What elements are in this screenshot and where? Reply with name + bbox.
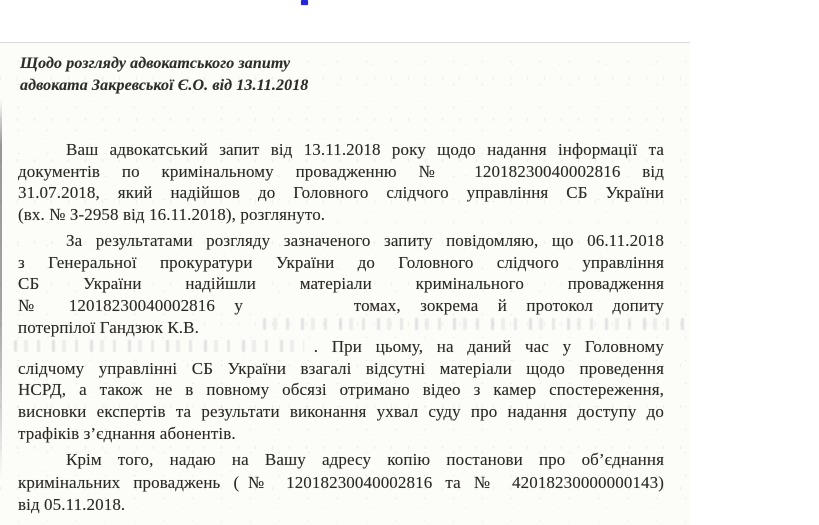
text-line: слідчому управлінні СБ України взагалі відсутні матеріали щодо проведення xyxy=(18,358,664,378)
text-line: кримінальних проваджень (№ 12018230040002816 та № 42018230000000143) xyxy=(18,472,664,492)
text-line: НСРД, а також не в повному обсязі отримано відео з камер спостереження, xyxy=(18,380,664,400)
text-line-with-redaction xyxy=(18,295,664,317)
scan-edge-artifact xyxy=(0,99,2,479)
paragraph-1 xyxy=(18,139,664,226)
text-line: потерпілої Гандзюк К.В. xyxy=(18,317,199,337)
text-line: трафіків з’єднання абонентів. xyxy=(18,423,236,443)
whiteout-redaction-ghost xyxy=(263,318,686,330)
subject-header xyxy=(20,53,308,97)
text-line: (вх. № З-2958 від 16.11.2018), розглянуто. xyxy=(18,205,326,225)
whiteout-redaction-volume-count xyxy=(262,306,334,308)
text-segment: томах, зокрема й протокол допиту xyxy=(353,296,664,316)
paragraph-4 xyxy=(18,449,664,517)
whiteout-redaction-ghost xyxy=(14,340,304,352)
text-line: За результатами розгляду зазначеного запиту повідомляю, що 06.11.2018 xyxy=(66,231,664,250)
text-line: Ваш адвокатський запит від 13.11.2018 року щодо надання інформації та xyxy=(66,140,664,159)
subject-line-1: Щодо розгляду адвокатського запиту xyxy=(20,55,291,72)
paragraph-3 xyxy=(18,336,664,444)
text-line: Крім того, надаю на Вашу адресу копію постанови про об’єднання xyxy=(66,450,664,469)
text-line: висновки експертів та результати виконання ухвал суду про надання доступу до xyxy=(18,402,664,422)
text-line: від 05.11.2018. xyxy=(18,495,126,514)
text-line: з Генеральної прокуратури України до Головного слідчого управління xyxy=(18,252,664,272)
text-line: 31.07.2018, який надійшов до Головного слідчого управління СБ України xyxy=(18,183,664,203)
text-segment: № 12018230040002816 у xyxy=(18,296,243,316)
subject-line-2: адвоката Закревської Є.О. від 13.11.2018 xyxy=(20,77,309,94)
text-line: СБ України надійшли матеріали кримінального провадження xyxy=(18,274,664,294)
blue-ink-mark xyxy=(301,0,308,5)
text-segment: . При цьому, на даний час у Головному xyxy=(313,337,664,356)
text-line: документів по кримінальному провадженню № 12018230040002816 від xyxy=(18,161,664,181)
